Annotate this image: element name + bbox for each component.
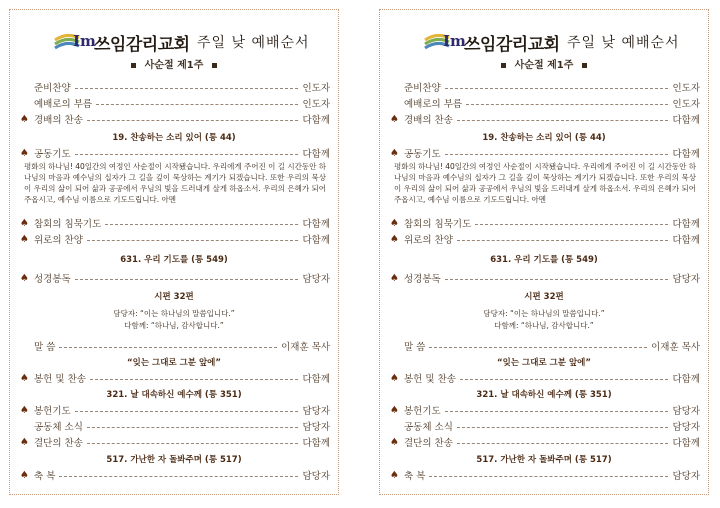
leader-dots <box>59 476 298 477</box>
spade-icon: ♠ <box>390 217 399 229</box>
order-item <box>19 271 330 285</box>
order-item-leader: 인도자 <box>302 83 330 94</box>
spade-icon: ♠ <box>390 469 399 481</box>
order-item-name: 말 씀 <box>404 342 426 353</box>
order-item-name: 봉헌기도 <box>404 406 441 417</box>
church-name: 쓰임감리교회 <box>94 35 190 55</box>
order-item-leader: 다함께 <box>672 149 700 160</box>
sermon-title: “잊는 그대로 그분 앞에” <box>497 358 591 368</box>
order-item <box>19 96 330 110</box>
spade-icon: ♠ <box>20 147 29 159</box>
leader-dots <box>87 240 299 241</box>
order-item-leader: 담당자 <box>672 471 700 482</box>
order-item-leader: 다함께 <box>302 374 330 385</box>
hymn-title: 517. 가난한 자 돌봐주며 (통 517) <box>476 455 612 465</box>
order-item <box>389 96 700 110</box>
spade-icon: ♠ <box>20 272 29 284</box>
leader-dots <box>457 427 669 428</box>
hymn-title: 631. 우리 기도를 (통 549) <box>490 255 598 265</box>
leader-dots <box>75 154 299 155</box>
leader-dots <box>75 411 299 412</box>
spade-icon: ♠ <box>20 436 29 448</box>
order-item-leader: 다함께 <box>672 219 700 230</box>
hymn-title: 19. 찬송하는 소리 있어 (통 44) <box>482 133 606 143</box>
order-item-name: 공동체 소식 <box>34 422 83 433</box>
order-item-leader: 다함께 <box>672 115 700 126</box>
spade-icon: ♠ <box>20 233 29 245</box>
leader-dots <box>475 224 668 225</box>
order-item-leader: 이재훈 목사 <box>651 342 700 353</box>
leader-dots <box>59 347 277 348</box>
leader-dots <box>457 443 669 444</box>
scripture-reference: 시편 32편 <box>524 292 564 302</box>
order-item-leader: 다함께 <box>672 438 700 449</box>
hymn-title: 321. 날 대속하신 예수께 (통 351) <box>476 390 612 400</box>
square-bullet-icon <box>582 63 587 68</box>
order-item-name: 결단의 찬송 <box>404 438 453 449</box>
order-item-leader: 담당자 <box>302 274 330 285</box>
leader-dots <box>445 88 669 89</box>
order-item-leader: 인도자 <box>302 99 330 110</box>
order-item-leader: 다함께 <box>672 235 700 246</box>
order-item-leader: 다함께 <box>302 438 330 449</box>
order-item-name: 결단의 찬송 <box>34 438 83 449</box>
spade-icon: ♠ <box>390 436 399 448</box>
order-item <box>389 146 700 160</box>
sermon-title: “잊는 그대로 그분 앞에” <box>127 358 221 368</box>
leader-dots <box>445 411 669 412</box>
leader-dots <box>429 476 668 477</box>
order-item <box>19 468 330 482</box>
order-item-leader: 인도자 <box>672 83 700 94</box>
order-item-name: 봉헌기도 <box>34 406 71 417</box>
order-item-name: 참회의 침묵기도 <box>404 219 472 230</box>
order-item-leader: 담당자 <box>302 406 330 417</box>
leader-dots <box>87 427 299 428</box>
order-item <box>389 112 700 126</box>
order-item <box>389 80 700 94</box>
spade-icon: ♠ <box>390 272 399 284</box>
order-item <box>389 419 700 433</box>
logo-im-mark: Im <box>73 32 96 50</box>
leader-dots <box>87 443 299 444</box>
order-item-leader: 다함께 <box>302 115 330 126</box>
order-item <box>389 232 700 246</box>
order-item-name: 공동체 소식 <box>404 422 453 433</box>
season-label: 사순절 제1주 <box>10 56 338 71</box>
order-item <box>389 468 700 482</box>
order-item-name: 말 씀 <box>34 342 56 353</box>
church-name: 쓰임감리교회 <box>464 35 560 55</box>
spade-icon: ♠ <box>390 404 399 416</box>
order-item <box>19 80 330 94</box>
order-item <box>19 403 330 417</box>
spade-icon: ♠ <box>390 147 399 159</box>
hymn-title: 321. 날 대속하신 예수께 (통 351) <box>106 390 242 400</box>
leader-dots <box>445 279 669 280</box>
order-item <box>389 403 700 417</box>
order-item <box>389 216 700 230</box>
bulletin-panel-right <box>379 9 709 495</box>
order-item <box>19 146 330 160</box>
order-item-name: 공동기도 <box>404 149 441 160</box>
order-item <box>389 271 700 285</box>
order-item-leader: 담당자 <box>302 471 330 482</box>
response-reader: 담당자: “이는 하나님의 말씀입니다.” <box>113 309 235 318</box>
leader-dots <box>87 120 299 121</box>
order-item-name: 경배의 찬송 <box>34 115 83 126</box>
leader-dots <box>445 154 669 155</box>
order-item-leader: 담당자 <box>672 406 700 417</box>
response-congregation: 다함께: “하나님, 감사합니다.” <box>494 321 594 330</box>
leader-dots <box>457 120 669 121</box>
spade-icon: ♠ <box>20 404 29 416</box>
order-item-name: 참회의 침묵기도 <box>34 219 102 230</box>
season-label: 사순절 제1주 <box>380 56 708 71</box>
spade-icon: ♠ <box>390 372 399 384</box>
order-item-name: 예배로의 부름 <box>34 99 93 110</box>
leader-dots <box>75 88 299 89</box>
order-item-name: 경배의 찬송 <box>404 115 453 126</box>
response-reader: 담당자: “이는 하나님의 말씀입니다.” <box>483 309 605 318</box>
spade-icon: ♠ <box>20 469 29 481</box>
leader-dots <box>105 224 298 225</box>
prayer-text: 평화의 하나님! 40일간의 여정인 사순절이 시작됐습니다. 우리에게 주어진 이 길 시간동안 하나님의 마음과 예수님의 십자가 그 길을 깊이 묵상하는 계기가 되겠습니다. 또한 우리의 묵상이 우리의 삶이 되어 삶과 공공에서 우님의 빛을 드러내게 살게 하옵소서. 우리의 은혜가 되어주옵시고, 예수님 이름으로 기도드립니다. 아멘 <box>394 162 696 204</box>
order-item <box>19 339 330 353</box>
leader-dots <box>75 279 299 280</box>
order-item-name: 준비찬양 <box>404 83 441 94</box>
hymn-title: 631. 우리 기도를 (통 549) <box>120 255 228 265</box>
order-item-name: 예배로의 부름 <box>404 99 463 110</box>
hymn-title: 517. 가난한 자 돌봐주며 (통 517) <box>106 455 242 465</box>
leader-dots <box>90 379 299 380</box>
leader-dots <box>429 347 647 348</box>
order-item <box>19 371 330 385</box>
spade-icon: ♠ <box>20 217 29 229</box>
order-item-leader: 인도자 <box>672 99 700 110</box>
order-item-name: 축 복 <box>404 471 426 482</box>
bulletin-header <box>10 28 338 54</box>
leader-dots <box>466 104 668 105</box>
order-item <box>389 339 700 353</box>
order-item <box>19 419 330 433</box>
order-item-leader: 다함께 <box>302 235 330 246</box>
order-item-name: 공동기도 <box>34 149 71 160</box>
bulletin-header <box>380 28 708 54</box>
service-title: 주일 낮 예배순서 <box>567 35 680 51</box>
order-item-leader: 다함께 <box>672 374 700 385</box>
service-title: 주일 낮 예배순서 <box>197 35 310 51</box>
order-item-name: 봉헌 및 찬송 <box>404 374 456 385</box>
order-item-leader: 담당자 <box>672 274 700 285</box>
order-item-name: 성경봉독 <box>34 274 71 285</box>
order-item <box>19 435 330 449</box>
order-item <box>389 371 700 385</box>
square-bullet-icon <box>501 63 506 68</box>
order-item <box>19 232 330 246</box>
order-item-name: 위로의 찬양 <box>404 235 453 246</box>
square-bullet-icon <box>131 63 136 68</box>
prayer-text: 평화의 하나님! 40일간의 여정인 사순절이 시작됐습니다. 우리에게 주어진 이 길 시간동안 하나님의 마음과 예수님의 십자가 그 길을 깊이 묵상하는 계기가 되겠습니다. 또한 우리의 묵상이 우리의 삶이 되어 삶과 공공에서 우님의 빛을 드러내게 살게 하옵소서. 우리의 은혜가 되어주옵시고, 예수님 이름으로 기도드립니다. 아멘 <box>24 162 326 204</box>
order-item-leader: 담당자 <box>672 422 700 433</box>
order-item-name: 준비찬양 <box>34 83 71 94</box>
order-item <box>389 435 700 449</box>
order-item-name: 봉헌 및 찬송 <box>34 374 86 385</box>
order-item-name: 성경봉독 <box>404 274 441 285</box>
leader-dots <box>96 104 298 105</box>
spade-icon: ♠ <box>390 113 399 125</box>
order-item-leader: 다함께 <box>302 219 330 230</box>
bulletin-panel-left <box>9 9 339 495</box>
leader-dots <box>460 379 669 380</box>
logo-im-mark: Im <box>443 32 466 50</box>
spade-icon: ♠ <box>390 233 399 245</box>
order-item-name: 위로의 찬양 <box>34 235 83 246</box>
spade-icon: ♠ <box>20 113 29 125</box>
order-item-name: 축 복 <box>34 471 56 482</box>
order-item <box>19 216 330 230</box>
scripture-reference: 시편 32편 <box>154 292 194 302</box>
response-congregation: 다함께: “하나님, 감사합니다.” <box>124 321 224 330</box>
order-item-leader: 담당자 <box>302 422 330 433</box>
square-bullet-icon <box>212 63 217 68</box>
leader-dots <box>457 240 669 241</box>
hymn-title: 19. 찬송하는 소리 있어 (통 44) <box>112 133 236 143</box>
order-item-leader: 이재훈 목사 <box>281 342 330 353</box>
order-item-leader: 다함께 <box>302 149 330 160</box>
spade-icon: ♠ <box>20 372 29 384</box>
order-item <box>19 112 330 126</box>
